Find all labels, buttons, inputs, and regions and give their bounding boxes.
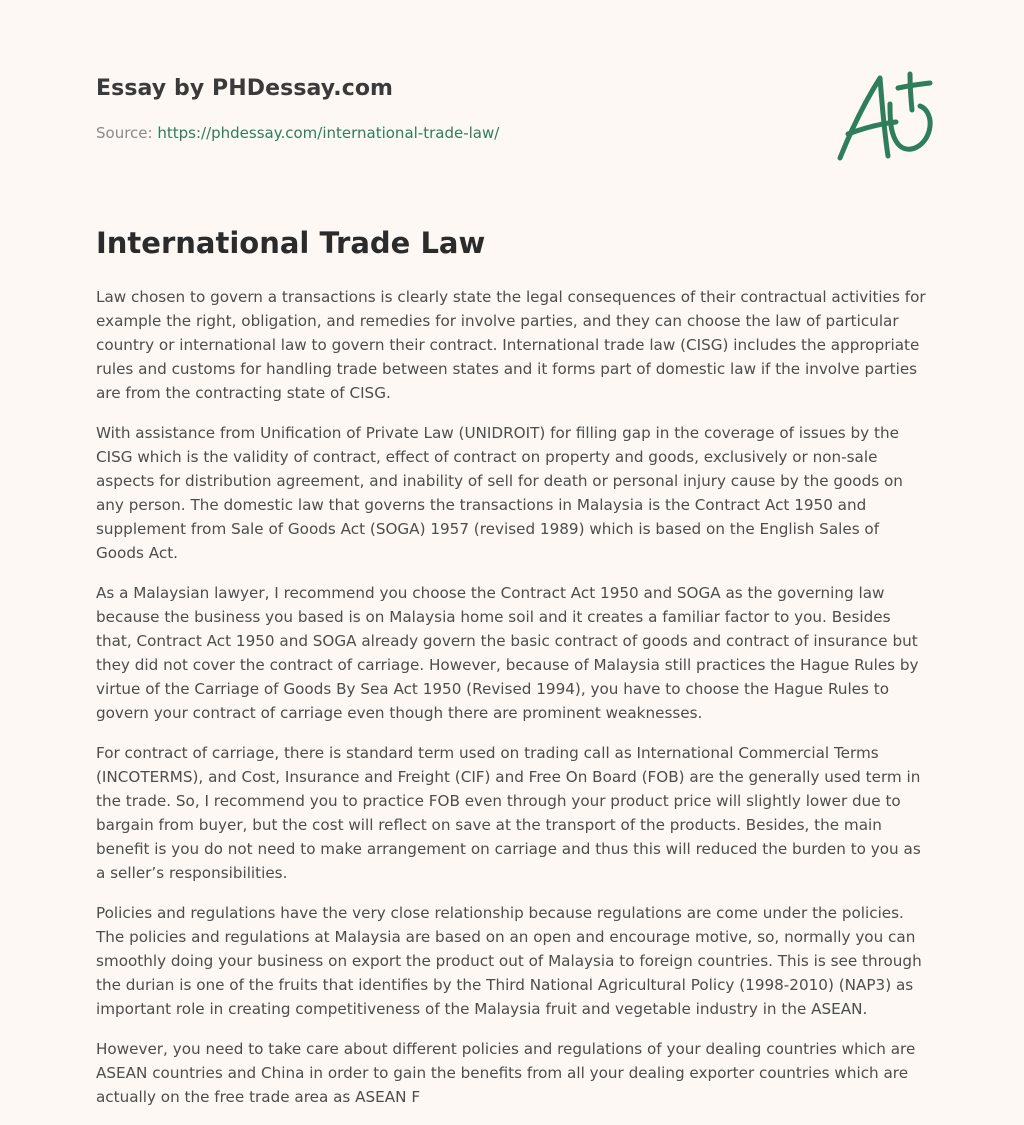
source-line — [96, 124, 499, 142]
essay-paragraph: As a Malaysian lawyer, I recommend you choose the Contract Act 1950 and SOGA as the governing law because the business you based is on Malaysia home soil and it creates a familiar factor to you. Besides that, Contract Act 1950 and SOGA already govern the basic contract of goods and contract of insurance but they did not cover the contract of carriage. However, because of Malaysia still practices the Hague Rules by virtue of the Carriage of Goods By Sea Act 1950 (Revised 1994), you have to choose the Hague Rules to govern your contract of carriage even though there are prominent weaknesses. — [96, 584, 919, 722]
essay-paragraph: For contract of carriage, there is standard term used on trading call as International Commercial Terms (INCOTERMS), and Cost, Insurance and Freight (CIF) and Free On Board (FOB) are the generally used term in the trade. So, I recommend you to practice FOB even through your product price will slightly lower due to bargain from buyer, but the cost will reflect on save at the transport of the products. Besides, the main benefit is you do not need to make arrangement on carriage and thus this will reduced the burden to you as a seller’s responsibilities. — [96, 744, 921, 882]
essay-title: International Trade Law — [96, 226, 486, 260]
essay-body — [96, 285, 930, 1125]
source-link[interactable]: https://phdessay.com/international-trade-law/ — [157, 124, 500, 142]
source-label: Source: — [96, 124, 153, 142]
site-brand: Essay by PHDessay.com — [96, 76, 394, 101]
essay-paragraph: Law chosen to govern a transactions is clearly state the legal consequences of their contractual activities for example the right, obligation, and remedies for involve parties, and they can choose the law of particular country or international law to govern their contract. International trade law (CISG) includes the appropriate rules and customs for handling trade between states and it forms part of domestic law if the involve parties are from the contracting state of CISG. — [96, 288, 926, 402]
a-plus-logo-icon — [826, 66, 936, 166]
essay-paragraph: With assistance from Unification of Private Law (UNIDROIT) for filling gap in the coverage of issues by the CISG which is the validity of contract, effect of contract on property and goods, exclusively or non-sale aspects for distribution agreement, and inability of sell for death or personal injury cause by the goods on any person. The domestic law that governs the transactions in Malaysia is the Contract Act 1950 and supplement from Sale of Goods Act (SOGA) 1957 (revised 1989) which is based on the English Sales of Goods Act. — [96, 424, 903, 562]
page-header — [96, 0, 928, 200]
essay-paragraph: Policies and regulations have the very close relationship because regulations are come under the policies. The policies and regulations at Malaysia are based on an open and encourage motive, so, normally you can smoothly doing your business on export the product out of Malaysia to foreign countries. This is see through the durian is one of the fruits that identifies by the Third National Agricultural Policy (1998-2010) (NAP3) as important role in creating competitiveness of the Malaysia fruit and vegetable industry in the ASEAN. — [96, 904, 922, 1018]
essay-paragraph: However, you need to take care about different policies and regulations of your dealing countries which are ASEAN countries and China in order to gain the benefits from all your dealing exporter countries which are actually on the free trade area as ASEAN F — [96, 1040, 916, 1106]
